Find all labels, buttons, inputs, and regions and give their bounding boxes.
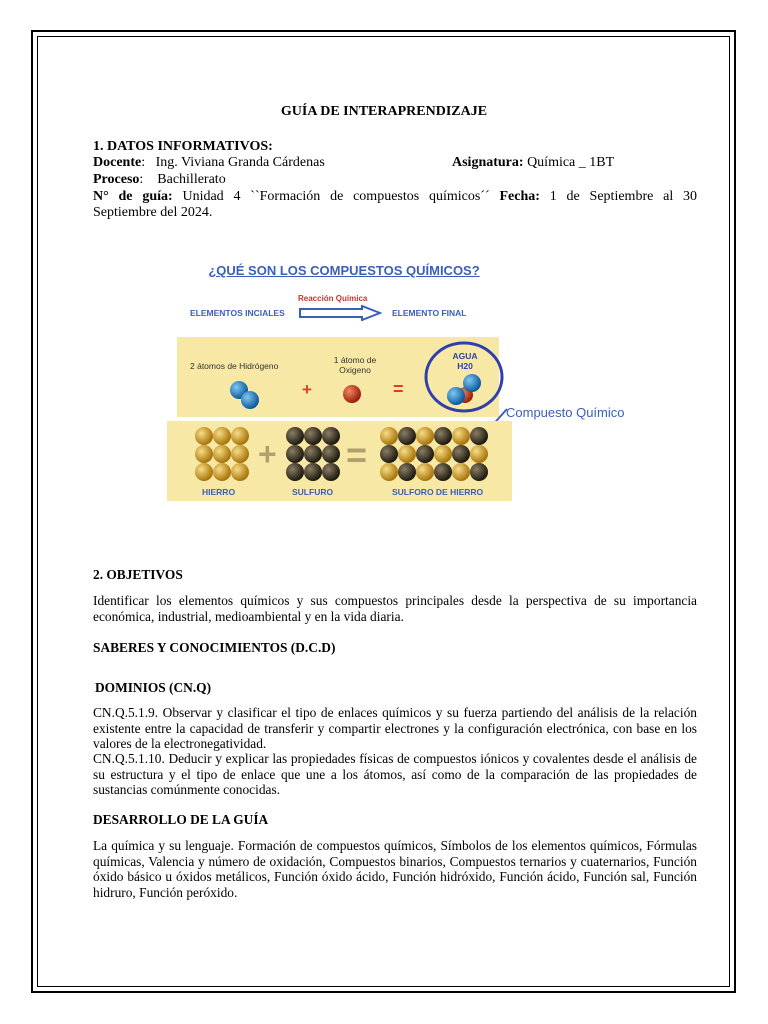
fecha-value: 1 de Septiembre al 30: [549, 189, 698, 204]
compuesto-quimico-label: Compuesto Químico: [506, 405, 625, 420]
guia-label: N° de guía:: [93, 189, 173, 204]
sulfur-atoms-icon: [286, 427, 340, 481]
desarrollo-text: La química y su lenguaje. Formación de compuestos químicos, Símbolos de los elementos químicos, Fórmulas químicas, Valencia y número de oxidación, Compuestos binarios, Compuestos ternarios y cuaternarios, Función óxido básico u óxidos metálicos, Función óxido ácido, Función hidróxido, Función ácido, Función sal, Función hidruro, Función peróxido.: [93, 838, 697, 900]
sulfuro-label: SULFURO: [292, 487, 334, 497]
elemento-final-label: ELEMENTO FINAL: [392, 308, 467, 318]
guia-value: Unidad 4 ``Formación de compuestos químicos´´: [182, 189, 490, 204]
dominio-item-2: CN.Q.5.1.10. Deducir y explicar las propiedades físicas de compuestos iónicos y covalentes desde el análisis de su estructura y el tipo de enlace que une a los átomos, así como de la comparación de las propiedades de sustancias comúnmente conocidas.: [93, 751, 697, 797]
fecha-label: Fecha:: [499, 189, 540, 204]
asignatura-value: Química _ 1BT: [527, 155, 615, 170]
objetivos-text: Identificar los elementos químicos y sus compuestos principales desde la perspectiva de su importancia económica, industrial, medioambiental y en la vida diaria.: [93, 593, 697, 624]
docente-label: Docente: [93, 155, 142, 170]
guia-row: [93, 189, 697, 205]
objetivos-heading: 2. OBJETIVOS: [93, 567, 183, 582]
proceso-label: Proceso: [93, 172, 140, 187]
oxigeno-label-line1: 1 átomo de: [333, 355, 377, 365]
elementos-iniciales-label: ELEMENTOS INCIALES: [190, 308, 285, 318]
iron-atoms-icon: [195, 427, 249, 481]
agua-label-line1: AGUA: [452, 351, 478, 361]
iron-sulfide-atoms-icon: [380, 427, 488, 481]
sulfuro-hierro-label: SULFORO DE HIERRO: [392, 487, 484, 497]
datos-heading: 1. DATOS INFORMATIVOS:: [93, 139, 273, 154]
asignatura-row: [452, 155, 614, 171]
agua-label: [444, 351, 486, 371]
agua-label-line2: H20: [457, 361, 473, 371]
hydrogen-atoms-icon: [225, 376, 265, 412]
figure-title-box: [178, 262, 510, 280]
docente-value: Ing. Viviana Granda Cárdenas: [155, 155, 325, 170]
reaccion-label: Reacción Química: [298, 294, 368, 303]
proceso-row: Proceso: Bachillerato: [93, 172, 226, 187]
saberes-heading: SABERES Y CONOCIMIENTOS (D.C.D): [93, 640, 336, 655]
figure-title: ¿QUÉ SON LOS COMPUESTOS QUÍMICOS?: [208, 263, 480, 278]
docente-row: Docente: Ing. Viviana Granda Cárdenas: [93, 155, 325, 170]
dominios-heading: DOMINIOS (CN.Q): [95, 680, 212, 695]
proceso-value: Bachillerato: [157, 172, 226, 187]
desarrollo-heading: DESARROLLO DE LA GUÍA: [93, 812, 269, 827]
dominio-item-1: CN.Q.5.1.9. Observar y clasificar el tipo de enlaces químicos y su fuerza partiendo del análisis de la relación existente entre la capacidad de transferir y compartir electrones y la configuración electrónica, con base en los valores de la electronegatividad.: [93, 705, 697, 751]
equals-sign-1: =: [393, 379, 404, 399]
hidrogeno-label: 2 átomos de Hidrógeno: [190, 361, 279, 371]
asignatura-label: Asignatura:: [452, 155, 524, 170]
hierro-label: HIERRO: [202, 487, 236, 497]
plus-sign-2: +: [258, 436, 277, 472]
oxygen-atom-icon: [340, 382, 364, 406]
plus-sign-1: +: [302, 380, 312, 399]
reaction-arrow-icon: [298, 305, 382, 321]
oxigeno-label-line2: Oxigeno: [339, 365, 371, 375]
oxigeno-label: [325, 355, 385, 375]
equals-sign-2: =: [346, 434, 368, 475]
page-title: GUÍA DE INTERAPRENDIZAJE: [280, 104, 488, 119]
fecha-continuation: Septiembre del 2024.: [93, 205, 213, 220]
